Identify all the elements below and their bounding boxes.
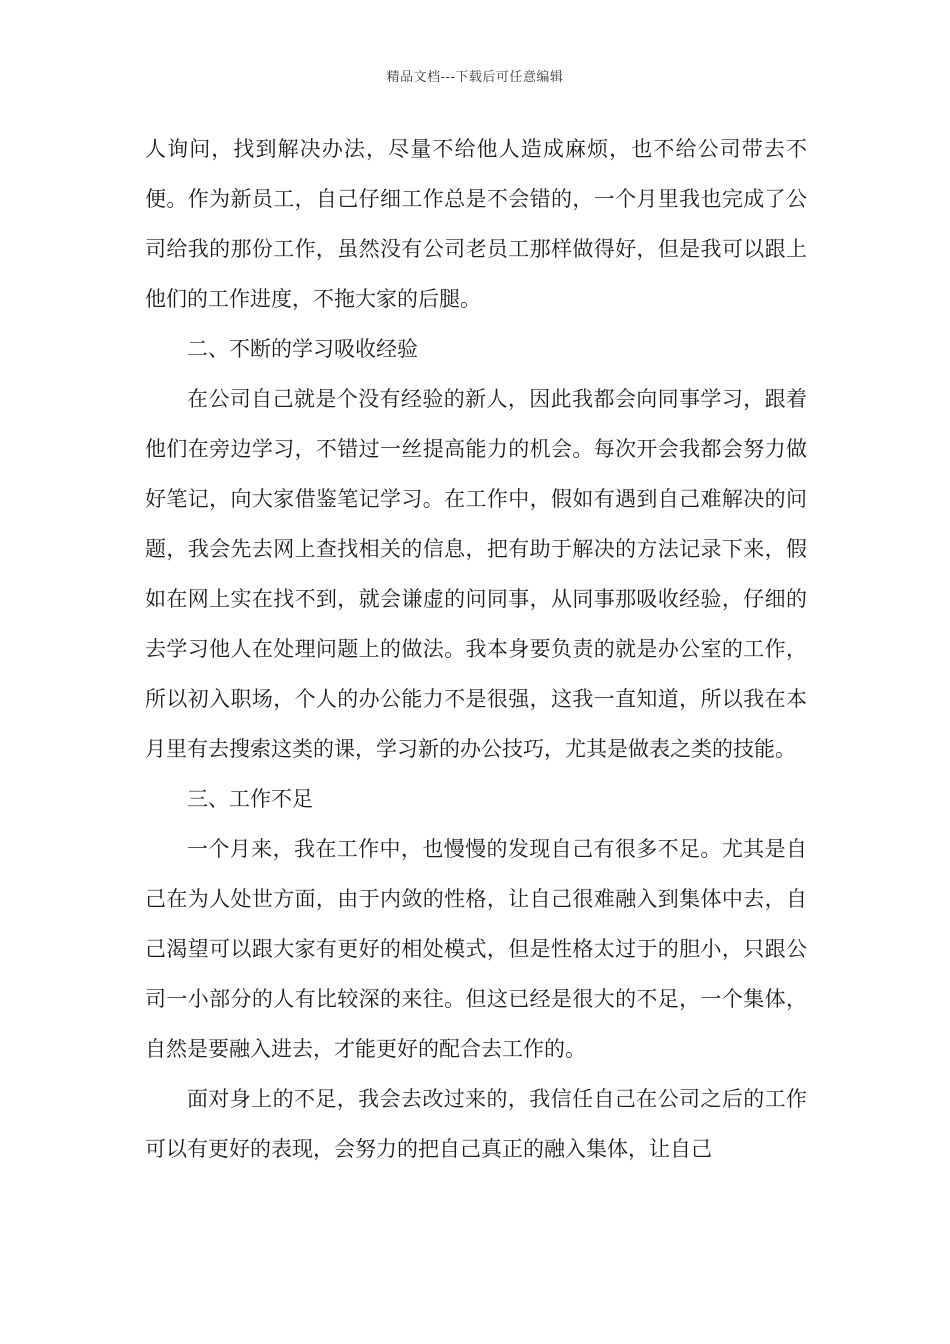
page-header: 精品文档---下载后可任意编辑 — [386, 70, 564, 85]
section-heading-learning: 二、不断的学习吸收经验 — [187, 337, 418, 361]
paragraph-continuation: 人询问，找到解决办法，尽量不给他人造成麻烦，也不给公司带去不便。作为新员工，自己仔细工作总是不会错的，一个月里我也完成了公司给我的那份工作，虽然没有公司老员工那样做得好，但是我可以跟上他们的工作进度，不拖大家的后腿。 — [145, 137, 807, 311]
paragraph-shortcomings: 一个月来，我在工作中，也慢慢的发现自己有很多不足。尤其是自己在为人处世方面，由于内敛的性格，让自己很难融入到集体中去，自己渴望可以跟大家有更好的相处模式，但是性格太过于的胆小，只跟公司一小部分的人有比较深的来往。但这已经是很大的不足，一个集体，自然是要融入进去，才能更好的配合去工作的。 — [145, 837, 807, 1061]
paragraph-improvement: 面对身上的不足，我会去改过来的，我信任自己在公司之后的工作可以有更好的表现，会努力的把自己真正的融入集体，让自己 — [145, 1087, 807, 1161]
section-heading-shortcomings: 三、工作不足 — [187, 787, 313, 811]
document-body — [145, 124, 807, 1174]
paragraph-learning: 在公司自己就是个没有经验的新人，因此我都会向同事学习，跟着他们在旁边学习，不错过一丝提高能力的机会。每次开会我都会努力做好笔记，向大家借鉴笔记学习。在工作中，假如有遇到自己难解决的问题，我会先去网上查找相关的信息，把有助于解决的方法记录下来，假如在网上实在找不到，就会谦虚的问同事，从同事那吸收经验，仔细的去学习他人在处理问题上的做法。我本身要负责的就是办公室的工作，所以初入职场，个人的办公能力不是很强，这我一直知道，所以我在本月里有去搜索这类的课，学习新的办公技巧，尤其是做表之类的技能。 — [145, 387, 807, 761]
